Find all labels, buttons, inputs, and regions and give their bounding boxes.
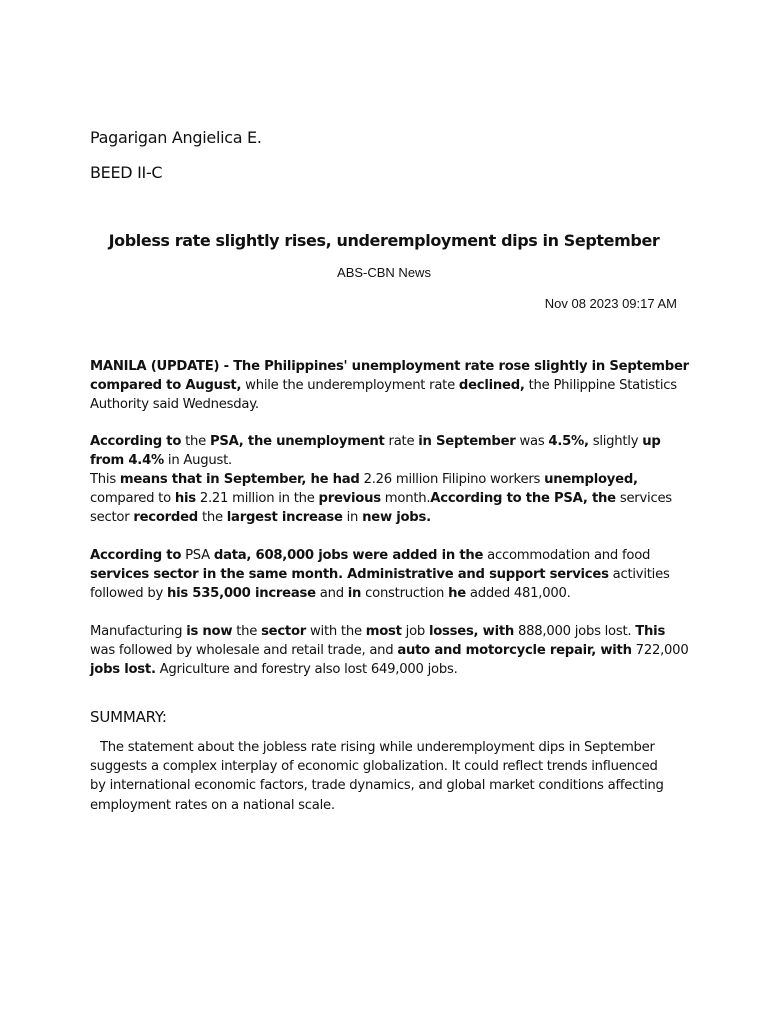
- article-paragraph-3: [90, 546, 690, 603]
- text-run: declined,: [458, 378, 525, 393]
- text-run: 4.5%,: [548, 434, 589, 449]
- text-run: data, 608,000 jobs were added in the: [213, 548, 484, 563]
- text-run: 2.26 million Filipino workers: [359, 472, 545, 487]
- text-run: the: [181, 434, 210, 449]
- text-run: largest increase: [226, 510, 343, 525]
- text-run: According to: [90, 434, 182, 449]
- text-run: new jobs.: [362, 510, 431, 525]
- text-run: in September: [418, 434, 516, 449]
- text-run: in: [347, 586, 362, 601]
- text-run: is now: [186, 624, 233, 639]
- text-run: and: [315, 586, 348, 601]
- text-run: PSA: [181, 548, 214, 563]
- text-run: added 481,000.: [465, 586, 571, 601]
- text-run: means that in September, he had: [119, 472, 360, 487]
- text-run: in August.: [163, 453, 232, 468]
- text-run: most: [365, 624, 402, 639]
- text-run: According to: [90, 548, 182, 563]
- text-run: This: [90, 472, 120, 487]
- text-run: losses, with: [428, 624, 515, 639]
- text-run: services sector: [90, 491, 672, 525]
- text-run: the: [198, 510, 227, 525]
- text-run: up from 4.4%: [90, 434, 661, 468]
- summary-text: The statement about the jobless rate rising while underemployment dips in September suggests a complex interplay of economic globalization. It could reflect trends influenced by international economic factors, trade dynamics, and global market conditions affecting employment rates on a national scale.: [90, 740, 664, 813]
- article-title: Jobless rate slightly rises, underemployment dips in September: [108, 231, 660, 250]
- text-run: slightly: [588, 434, 643, 449]
- article-paragraph-1: [90, 357, 690, 414]
- text-run: with the: [306, 624, 366, 639]
- article-source: ABS-CBN News: [337, 265, 431, 280]
- text-run: the: [232, 624, 262, 639]
- text-run: his 535,000 increase: [166, 586, 316, 601]
- text-run: was: [515, 434, 549, 449]
- summary-heading: SUMMARY:: [90, 708, 167, 726]
- summary-text-block: [90, 738, 670, 815]
- text-run: construction: [361, 586, 449, 601]
- author-name: Pagarigan Angielica E.: [90, 128, 262, 147]
- text-run: PSA, the unemployment: [209, 434, 385, 449]
- article-paragraph-2: [90, 432, 690, 527]
- text-run: while the underemployment rate: [241, 378, 459, 393]
- text-run: in: [342, 510, 363, 525]
- text-run: sector: [261, 624, 307, 639]
- text-run: jobs lost.: [90, 662, 156, 677]
- text-run: 722,000: [631, 643, 689, 658]
- text-run: activities followed by: [90, 567, 670, 601]
- text-run: was followed by wholesale and retail trade, and: [90, 643, 398, 658]
- text-run: recorded: [133, 510, 198, 525]
- text-run: accommodation and food: [483, 548, 651, 563]
- text-run: previous: [318, 491, 381, 506]
- text-run: 2.21 million in the: [195, 491, 319, 506]
- text-run: month.: [380, 491, 431, 506]
- text-run: This: [635, 624, 666, 639]
- text-run: his: [174, 491, 196, 506]
- text-run: According to the PSA, the: [430, 491, 616, 506]
- text-run: 888,000 jobs lost.: [514, 624, 636, 639]
- text-run: auto and motorcycle repair, with: [397, 643, 632, 658]
- text-run: Manufacturing: [90, 624, 187, 639]
- text-run: MANILA (UPDATE) - The Philippines' unemployment rate rose slightly in September compared to August,: [90, 359, 689, 393]
- text-run: rate: [384, 434, 419, 449]
- article-date: Nov 08 2023 09:17 AM: [544, 296, 677, 311]
- text-run: compared to: [90, 491, 175, 506]
- text-run: services sector in the same month. Administrative and support services: [90, 567, 609, 582]
- text-run: the Philippine Statistics Authority said Wednesday.: [90, 378, 677, 412]
- text-run: job: [401, 624, 429, 639]
- article-paragraph-4: [90, 622, 690, 679]
- text-run: unemployed,: [544, 472, 638, 487]
- class-section: BEED II-C: [90, 163, 163, 182]
- text-run: he: [448, 586, 466, 601]
- text-run: Agriculture and forestry also lost 649,000 jobs.: [155, 662, 458, 677]
